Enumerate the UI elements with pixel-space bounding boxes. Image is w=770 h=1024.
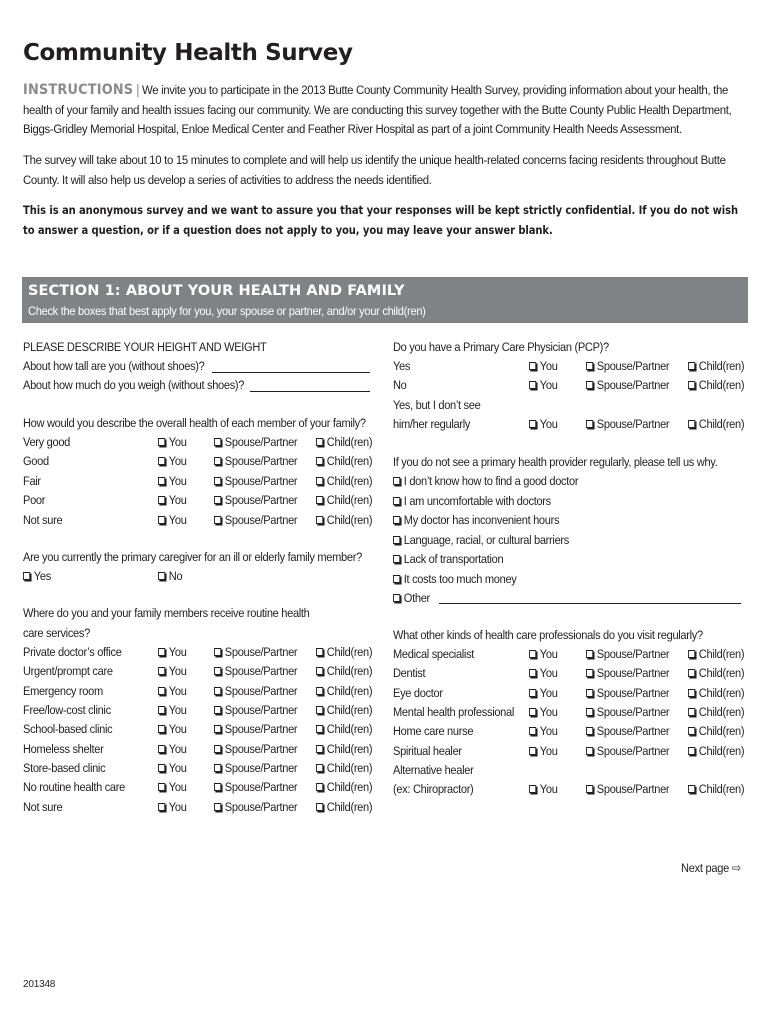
option-label: You: [168, 493, 187, 508]
health-spouse-option[interactable]: [214, 434, 297, 450]
option-label: Child(ren): [698, 724, 745, 739]
option-label: Child(ren): [698, 685, 745, 700]
checkbox-icon[interactable]: [214, 803, 221, 811]
health-you-option[interactable]: [158, 473, 187, 489]
care-row-label: Free/low-cost clinic: [23, 703, 111, 718]
checkbox-icon[interactable]: [529, 785, 536, 793]
care-child-option[interactable]: [316, 741, 372, 757]
option-label: Child(ren): [698, 666, 745, 681]
checkbox-icon[interactable]: [158, 477, 165, 485]
pcp-yes-but-line-1: Yes, but I don’t see: [393, 398, 481, 412]
checkbox-icon[interactable]: [393, 477, 400, 485]
pcp-yes-but-line-2: him/her regularly: [393, 417, 471, 431]
pcp-row-label: Yes: [393, 359, 411, 373]
professional-spouse-option[interactable]: [586, 665, 669, 681]
checkbox-icon[interactable]: [158, 706, 165, 714]
option-label: Spouse/Partner: [596, 724, 670, 739]
care-child-option[interactable]: [316, 779, 372, 795]
care-you-option[interactable]: [158, 663, 187, 679]
alt-healer-line-2: (ex: Chiropractor): [393, 782, 474, 796]
pcp-you-option[interactable]: [529, 377, 558, 393]
checkbox-icon[interactable]: [316, 477, 323, 485]
no-pcp-reason-option[interactable]: [393, 571, 517, 587]
health-child-option[interactable]: [316, 492, 372, 508]
option-label: You: [168, 703, 187, 718]
professional-you-option[interactable]: [529, 665, 558, 681]
checkbox-icon[interactable]: [158, 648, 165, 656]
professional-you-option[interactable]: [529, 646, 558, 662]
pcp-question: Do you have a Primary Care Physician (PCP)?: [393, 340, 609, 354]
option-label: You: [168, 645, 187, 659]
professionals-question: What other kinds of health care professionals do you visit regularly?: [393, 628, 703, 642]
health-spouse-option[interactable]: [214, 473, 297, 489]
checkbox-icon[interactable]: [23, 572, 30, 580]
care-you-option[interactable]: [158, 799, 187, 815]
health-spouse-option[interactable]: [214, 492, 297, 508]
option-label: Spouse/Partner: [596, 666, 670, 681]
checkbox-icon[interactable]: [586, 362, 593, 370]
other-reason-answer-line[interactable]: [439, 603, 741, 604]
care-child-option[interactable]: [316, 663, 372, 679]
checkbox-icon[interactable]: [158, 725, 165, 733]
care-you-option[interactable]: [158, 779, 187, 795]
alt-healer-child-option[interactable]: Child(ren): [688, 781, 744, 797]
health-you-option[interactable]: [158, 434, 187, 450]
care-spouse-option[interactable]: [214, 683, 297, 699]
checkbox-icon[interactable]: [158, 496, 165, 504]
care-row-label: Urgent/prompt care: [23, 664, 113, 679]
health-row-label: Poor: [23, 493, 46, 508]
care-spouse-option[interactable]: [214, 644, 297, 660]
health-child-option[interactable]: [316, 434, 372, 450]
health-you-option[interactable]: [158, 453, 187, 469]
checkbox-icon[interactable]: [214, 706, 221, 714]
professional-spouse-option[interactable]: [586, 685, 669, 701]
pcp-yes-but-child-option[interactable]: Child(ren): [688, 416, 744, 432]
checkbox-icon[interactable]: [158, 783, 165, 791]
checkbox-icon[interactable]: [214, 725, 221, 733]
routine-care-question-line-1: Where do you and your family members receive routine health: [23, 606, 310, 620]
care-row-label: Private doctor’s office: [23, 645, 122, 659]
checkbox-icon[interactable]: [158, 764, 165, 772]
option-label: I don’t know how to find a good doctor: [403, 474, 579, 488]
care-row-label: Store-based clinic: [23, 761, 106, 776]
option-label: Child(ren): [326, 493, 373, 508]
option-label: Spouse/Partner: [224, 799, 298, 814]
care-child-option[interactable]: [316, 799, 372, 815]
health-child-option[interactable]: [316, 473, 372, 489]
height-weight-heading: PLEASE DESCRIBE YOUR HEIGHT AND WEIGHT: [23, 340, 267, 354]
section-1-title: SECTION 1: ABOUT YOUR HEALTH AND FAMILY: [28, 283, 405, 299]
care-row-label: No routine health care: [23, 780, 125, 795]
overall-health-question: How would you describe the overall health of each member of your family?: [23, 416, 366, 430]
health-child-option[interactable]: [316, 453, 372, 469]
checkbox-icon[interactable]: [586, 708, 593, 716]
option-label: Spouse/Partner: [224, 493, 298, 508]
checkbox-icon[interactable]: [393, 555, 400, 563]
checkbox-icon[interactable]: [214, 667, 221, 675]
option-label: Lack of transportation: [403, 552, 504, 566]
option-label: Child(ren): [326, 512, 373, 527]
care-spouse-option[interactable]: [214, 741, 297, 757]
checkbox-icon[interactable]: [393, 575, 400, 583]
checkbox-icon[interactable]: [529, 362, 536, 370]
option-label: Child(ren): [326, 741, 373, 756]
option-label: Language, racial, or cultural barriers: [403, 532, 570, 547]
health-row-label: Good: [23, 454, 49, 469]
height-question: About how tall are you (without shoes)?: [23, 359, 205, 373]
option-label: Child(ren): [326, 703, 373, 718]
checkbox-icon[interactable]: [316, 438, 323, 446]
alt-healer-spouse-option[interactable]: Spouse/Partner: [586, 781, 669, 797]
checkbox-icon[interactable]: [214, 457, 221, 465]
checkbox-icon[interactable]: [688, 785, 695, 793]
option-label: Child(ren): [326, 799, 373, 814]
checkbox-icon[interactable]: [586, 727, 593, 735]
care-you-option[interactable]: [158, 683, 187, 699]
checkbox-icon[interactable]: [316, 783, 323, 791]
health-row-label: Very good: [23, 435, 71, 449]
care-child-option[interactable]: [316, 702, 372, 718]
form-code: 201348: [23, 979, 56, 990]
option-label: Child(ren): [698, 647, 745, 661]
pcp-you-option[interactable]: [529, 358, 558, 374]
option-label: Spouse/Partner: [224, 722, 298, 737]
no-pcp-reason-option[interactable]: [393, 512, 559, 528]
option-label: Child(ren): [698, 378, 745, 393]
option-label: Spouse/Partner: [224, 454, 298, 469]
professional-row-label: Eye doctor: [393, 685, 443, 700]
checkbox-icon[interactable]: [688, 381, 695, 389]
instructions-paragraph-2: The survey will take about 10 to 15 minutes to complete and will help us identify the unique health-related concerns facing residents throughout Butte County. It will also help us develop a series of activities to address the needs identified.: [23, 153, 726, 187]
checkbox-icon[interactable]: [158, 457, 165, 465]
pcp-child-option[interactable]: [688, 358, 744, 374]
option-label: Spouse/Partner: [596, 359, 670, 373]
option-label: Spouse/Partner: [596, 743, 670, 758]
health-spouse-option[interactable]: [214, 453, 297, 469]
option-label: Spouse/Partner: [596, 685, 670, 700]
option-label: Spouse/Partner: [596, 705, 670, 720]
checkbox-icon[interactable]: [586, 785, 593, 793]
option-label: You: [539, 743, 558, 758]
option-label: You: [539, 359, 558, 373]
checkbox-icon[interactable]: [586, 689, 593, 697]
option-label: You: [168, 454, 187, 469]
weight-question: About how much do you weigh (without shoes)?: [23, 378, 245, 392]
option-label: Spouse/Partner: [596, 647, 670, 661]
instructions-paragraph-1: [23, 80, 750, 140]
professional-row-label: Medical specialist: [393, 647, 475, 661]
option-label: Child(ren): [326, 454, 373, 469]
routine-care-question-line-2: care services?: [23, 626, 90, 640]
checkbox-icon[interactable]: [158, 572, 165, 580]
professional-spouse-option[interactable]: [586, 704, 669, 720]
option-label: You: [539, 685, 558, 700]
option-label: You: [539, 705, 558, 720]
option-label: Spouse/Partner: [224, 645, 298, 659]
professional-child-option[interactable]: [688, 743, 744, 759]
health-you-option[interactable]: [158, 492, 187, 508]
checkbox-icon[interactable]: [214, 764, 221, 772]
checkbox-icon[interactable]: [316, 764, 323, 772]
option-label: My doctor has inconvenient hours: [403, 513, 560, 527]
professional-spouse-option[interactable]: [586, 743, 669, 759]
care-you-option[interactable]: [158, 721, 187, 737]
section-1-header: [22, 277, 748, 323]
no-pcp-reason-option[interactable]: [393, 493, 551, 509]
pcp-yes-but-spouse-option[interactable]: Spouse/Partner: [586, 416, 669, 432]
professional-row-label: Spiritual healer: [393, 743, 462, 758]
pcp-spouse-option[interactable]: [586, 377, 669, 393]
option-label: Spouse/Partner: [224, 780, 298, 795]
checkbox-icon[interactable]: [316, 457, 323, 465]
care-spouse-option[interactable]: [214, 760, 297, 776]
care-you-option[interactable]: [158, 702, 187, 718]
checkbox-icon[interactable]: [393, 497, 400, 505]
checkbox-icon[interactable]: [158, 803, 165, 811]
checkbox-icon[interactable]: [586, 669, 593, 677]
checkbox-icon[interactable]: [529, 669, 536, 677]
next-page-link[interactable]: Next page ⇨: [681, 861, 741, 875]
height-answer-line[interactable]: [212, 372, 370, 373]
option-label: Child(ren): [326, 761, 373, 776]
option-label: You: [168, 799, 187, 814]
care-child-option[interactable]: [316, 760, 372, 776]
no-pcp-reason-option[interactable]: [393, 590, 430, 606]
option-label: Other: [403, 591, 430, 605]
alt-healer-you-option[interactable]: You: [529, 781, 558, 797]
option-label: Child(ren): [698, 705, 745, 720]
checkbox-icon[interactable]: [158, 667, 165, 675]
option-label: Spouse/Partner: [224, 761, 298, 776]
section-1-subtitle: Check the boxes that best apply for you, your spouse or partner, and/or your child(ren): [28, 304, 426, 318]
checkbox-icon[interactable]: [529, 420, 536, 428]
no-pcp-reason-option[interactable]: [393, 532, 569, 548]
checkbox-icon[interactable]: [214, 687, 221, 695]
pcp-child-option[interactable]: [688, 377, 744, 393]
checkbox-icon[interactable]: [158, 516, 165, 524]
checkbox-icon[interactable]: [214, 496, 221, 504]
option-label: You: [539, 378, 558, 393]
option-label: You: [168, 741, 187, 756]
caregiver-yes-option[interactable]: Yes: [23, 568, 51, 584]
pcp-row-label: No: [393, 378, 407, 393]
instructions-text-1: We invite you to participate in the 2013 Butte County Community Health Survey, providing information about your health, the health of your family and health issues facing our community. We are conducting this survey together with the Butte County Public Health Department, Biggs-Gridley Memorial Hospital, Enloe Medical Center and Feather River Hospital as part of a joint Community Health Needs Assessment.: [23, 83, 732, 136]
option-label: You: [168, 722, 187, 737]
checkbox-icon[interactable]: [158, 745, 165, 753]
option-label: Child(ren): [326, 664, 373, 679]
health-you-option[interactable]: [158, 512, 187, 528]
care-child-option[interactable]: [316, 683, 372, 699]
option-label: You: [168, 512, 187, 527]
pcp-yes-but-you-option[interactable]: You: [529, 416, 558, 432]
checkbox-icon[interactable]: [586, 381, 593, 389]
option-label: Spouse/Partner: [224, 683, 298, 698]
option-label: Spouse/Partner: [596, 378, 670, 393]
care-spouse-option[interactable]: [214, 721, 297, 737]
option-label: You: [168, 683, 187, 698]
health-spouse-option[interactable]: [214, 512, 297, 528]
checkbox-icon[interactable]: [316, 706, 323, 714]
care-row-label: Emergency room: [23, 683, 103, 698]
professional-child-option[interactable]: [688, 646, 744, 662]
option-label: Child(ren): [326, 645, 373, 659]
checkbox-icon[interactable]: [316, 516, 323, 524]
health-row-label: Not sure: [23, 512, 63, 527]
checkbox-icon[interactable]: [529, 650, 536, 658]
pcp-spouse-option[interactable]: [586, 358, 669, 374]
care-spouse-option[interactable]: [214, 702, 297, 718]
professional-you-option[interactable]: [529, 743, 558, 759]
professional-you-option[interactable]: [529, 685, 558, 701]
checkbox-icon[interactable]: [214, 783, 221, 791]
option-label: I am uncomfortable with doctors: [403, 493, 551, 508]
care-spouse-option[interactable]: [214, 663, 297, 679]
care-you-option[interactable]: [158, 760, 187, 776]
no-pcp-reason-option[interactable]: [393, 551, 503, 567]
checkbox-icon[interactable]: [688, 420, 695, 428]
option-label: Child(ren): [698, 743, 745, 758]
checkbox-icon[interactable]: [214, 477, 221, 485]
professional-you-option[interactable]: [529, 723, 558, 739]
checkbox-icon[interactable]: [393, 516, 400, 524]
health-child-option[interactable]: [316, 512, 372, 528]
checkbox-icon[interactable]: [214, 438, 221, 446]
health-row-label: Fair: [23, 473, 41, 488]
option-label: You: [539, 666, 558, 681]
checkbox-icon[interactable]: [688, 727, 695, 735]
option-label: Child(ren): [698, 359, 745, 373]
checkbox-icon[interactable]: [688, 708, 695, 716]
option-label: You: [539, 647, 558, 661]
option-label: Spouse/Partner: [224, 703, 298, 718]
checkbox-icon[interactable]: [586, 747, 593, 755]
checkbox-icon[interactable]: [688, 747, 695, 755]
checkbox-icon[interactable]: [529, 727, 536, 735]
checkbox-icon[interactable]: [393, 594, 400, 602]
checkbox-icon[interactable]: [688, 362, 695, 370]
checkbox-icon[interactable]: [316, 725, 323, 733]
option-label: Child(ren): [326, 435, 373, 449]
option-label: You: [168, 473, 187, 488]
checkbox-icon[interactable]: [393, 536, 400, 544]
option-label: Spouse/Partner: [224, 473, 298, 488]
instructions-label: INSTRUCTIONS: [23, 82, 134, 98]
professional-row-label: Mental health professional: [393, 705, 515, 720]
checkbox-icon[interactable]: [158, 687, 165, 695]
checkbox-icon[interactable]: [214, 745, 221, 753]
checkbox-icon[interactable]: [688, 650, 695, 658]
alt-healer-line-1: Alternative healer: [393, 763, 474, 777]
care-spouse-option[interactable]: [214, 779, 297, 795]
option-label: Child(ren): [326, 683, 373, 698]
no-pcp-reason-option[interactable]: [393, 473, 578, 489]
care-child-option[interactable]: [316, 644, 372, 660]
checkbox-icon[interactable]: [214, 648, 221, 656]
confidentiality-note: This is an anonymous survey and we want to assure you that your responses will be kept strictly confidential. If you do not wish to answer a question, or if a question does not apply to you, you may leave your answer blank.: [23, 204, 739, 237]
checkbox-icon[interactable]: [214, 516, 221, 524]
checkbox-icon[interactable]: [586, 650, 593, 658]
professional-spouse-option[interactable]: [586, 646, 669, 662]
care-you-option[interactable]: [158, 644, 187, 660]
page-title: Community Health Survey: [23, 40, 353, 66]
care-you-option[interactable]: [158, 741, 187, 757]
checkbox-icon[interactable]: [316, 687, 323, 695]
professional-spouse-option[interactable]: [586, 723, 669, 739]
professional-you-option[interactable]: [529, 704, 558, 720]
checkbox-icon[interactable]: [529, 747, 536, 755]
checkbox-icon[interactable]: [529, 689, 536, 697]
care-spouse-option[interactable]: [214, 799, 297, 815]
instructions-separator: |: [136, 81, 140, 97]
checkbox-icon[interactable]: [316, 803, 323, 811]
option-label: Child(ren): [326, 473, 373, 488]
option-label: Spouse/Partner: [224, 435, 298, 449]
professional-child-option[interactable]: [688, 723, 744, 739]
checkbox-icon[interactable]: [586, 420, 593, 428]
checkbox-icon[interactable]: [316, 496, 323, 504]
checkbox-icon[interactable]: [688, 669, 695, 677]
checkbox-icon[interactable]: [316, 667, 323, 675]
option-label: You: [168, 761, 187, 776]
option-label: Child(ren): [326, 722, 373, 737]
option-label: Spouse/Partner: [224, 512, 298, 527]
checkbox-icon[interactable]: [158, 438, 165, 446]
care-row-label: Not sure: [23, 799, 63, 814]
care-row-label: Homeless shelter: [23, 741, 104, 756]
option-label: You: [168, 780, 187, 795]
caregiver-question: Are you currently the primary caregiver for an ill or elderly family member?: [23, 550, 362, 564]
no-pcp-question: If you do not see a primary health provider regularly, please tell us why.: [393, 455, 718, 469]
option-label: You: [168, 664, 187, 679]
option-label: Child(ren): [326, 780, 373, 795]
professional-child-option[interactable]: [688, 665, 744, 681]
professional-child-option[interactable]: [688, 685, 744, 701]
checkbox-icon[interactable]: [529, 708, 536, 716]
professional-child-option[interactable]: [688, 704, 744, 720]
caregiver-no-option[interactable]: No: [158, 568, 182, 584]
professional-row-label: Home care nurse: [393, 724, 474, 739]
option-label: Spouse/Partner: [224, 664, 298, 679]
weight-answer-line[interactable]: [250, 391, 370, 392]
checkbox-icon[interactable]: [688, 689, 695, 697]
care-child-option[interactable]: [316, 721, 372, 737]
checkbox-icon[interactable]: [316, 648, 323, 656]
care-row-label: School-based clinic: [23, 722, 113, 737]
option-label: It costs too much money: [403, 571, 517, 586]
checkbox-icon[interactable]: [316, 745, 323, 753]
professional-row-label: Dentist: [393, 666, 426, 681]
option-label: Spouse/Partner: [224, 741, 298, 756]
option-label: You: [539, 724, 558, 739]
option-label: You: [168, 435, 187, 449]
checkbox-icon[interactable]: [529, 381, 536, 389]
